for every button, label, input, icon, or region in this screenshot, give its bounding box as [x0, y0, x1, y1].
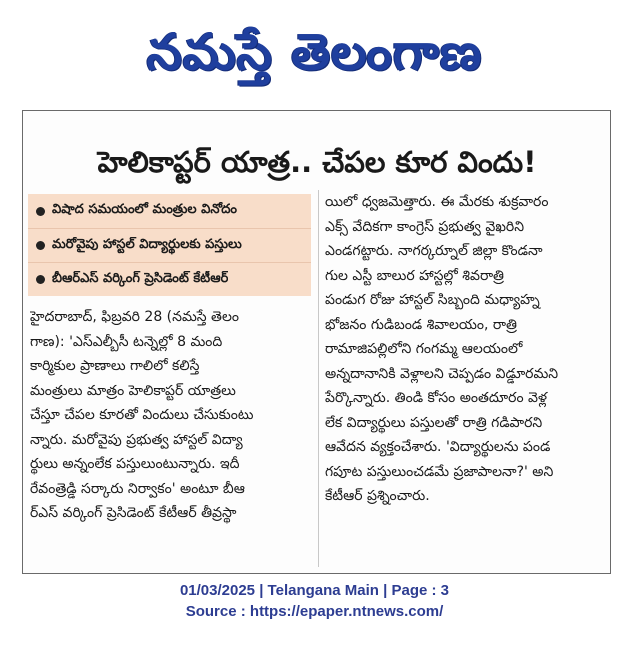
newspaper-logo: నమస్తే తెలంగాణ: [146, 23, 483, 81]
masthead: [0, 0, 629, 100]
body-line: పండుగ రోజు హాస్టల్ సిబ్బంది మధ్యాహ్న: [325, 292, 540, 308]
body-line: గాణ): 'ఎస్ఎల్బీసీ టన్నెల్లో 8 మంది: [30, 333, 223, 350]
highlights-box: [28, 194, 311, 296]
body-line: పేర్కొన్నారు. తిండి కోసం అంతదూరం వెళ్ల: [325, 390, 547, 406]
body-line: ఆవేదన వ్యక్తంచేశారు. 'విద్యార్థులను పండ: [325, 439, 551, 455]
highlight-item: [28, 228, 311, 262]
highlight-text: బీఆర్ఎస్ వర్కింగ్ ప్రెసిడెంట్ కేటీఆర్: [52, 270, 229, 286]
body-line: భోజనం గుడిబండ శివాలయం, రాత్రి: [325, 316, 517, 333]
bullet-icon: [36, 207, 45, 216]
article-headline: హెలికాప్టర్ యాత్ర.. చేపల కూర విందు!: [97, 145, 537, 179]
body-line: రేవంత్రెడ్డి సర్కారు నిర్వాకం' అంటూ బీఆ: [30, 480, 245, 497]
article-column-right: [318, 190, 602, 567]
body-line: ఎక్స్ వేదికగా కాంగ్రెస్ ప్రభుత్వ వైఖరిని: [325, 218, 525, 235]
body-line: గుల ఎస్టీ బాలుర హాస్టల్లో శివరాత్రి: [325, 267, 505, 284]
body-line: రామాజిపల్లిలోని గంగమ్మ ఆలయంలో: [325, 341, 523, 357]
highlight-item: [28, 194, 311, 228]
body-line: లేక విద్యార్థులు పస్తులతో రాత్రి గడిపారని: [325, 414, 543, 431]
publication-info: 01/03/2025 | Telangana Main | Page : 3: [179, 582, 450, 599]
body-line: గపూట పస్తులుంచడమే ప్రజాపాలనా?' అని: [325, 463, 554, 480]
body-line: కార్మికుల ప్రాణాలు గాలిలో కలిస్తే: [30, 358, 200, 374]
body-line: మంత్రులు మాత్రం హెలికాప్టర్ యాత్రలు: [30, 382, 236, 399]
body-line: కేటీఆర్ ప్రశ్నించారు.: [325, 488, 430, 504]
highlight-text: మరోవైపు హాస్టల్ విద్యార్థులకు పస్తులు: [52, 236, 242, 252]
body-line: ఎండగట్టారు. నాగర్కర్నూల్ జిల్లా కొండనా: [325, 243, 543, 259]
body-line: న్నారు. మరోవైపు ప్రభుత్వ హాస్టల్ విద్యా: [30, 431, 243, 448]
highlight-text: విషాద సమయంలో మంత్రుల వినోదం: [52, 202, 237, 217]
highlight-item: [28, 262, 311, 296]
source-url: Source : https://epaper.ntnews.com/: [185, 603, 444, 620]
article-column-left: [30, 305, 312, 567]
bullet-icon: [36, 241, 45, 250]
body-line: చేస్తూ చేపల కూరతో విందులు చేసుకుంటు: [30, 407, 254, 423]
body-line: ర్ఎస్ వర్కింగ్ ప్రెసిడెంట్ కేటీఆర్ తీవ్రస్థా: [30, 505, 237, 521]
body-line: హైదరాబాద్, ఫిబ్రవరి 28 (నమస్తే తెలం: [30, 309, 239, 325]
bullet-icon: [36, 275, 45, 284]
source-footer: [0, 580, 629, 622]
body-line: యిలో ధ్వజమెత్తారు. ఈ మేరకు శుక్రవారం: [325, 194, 549, 210]
body-line: ర్థులు అన్నంలేక పస్తులుంటున్నారు. ఇదీ: [30, 456, 240, 472]
body-line: అన్నదానానికి వెళ్లాలని చెప్పడం విడ్డూరమని: [325, 365, 559, 382]
